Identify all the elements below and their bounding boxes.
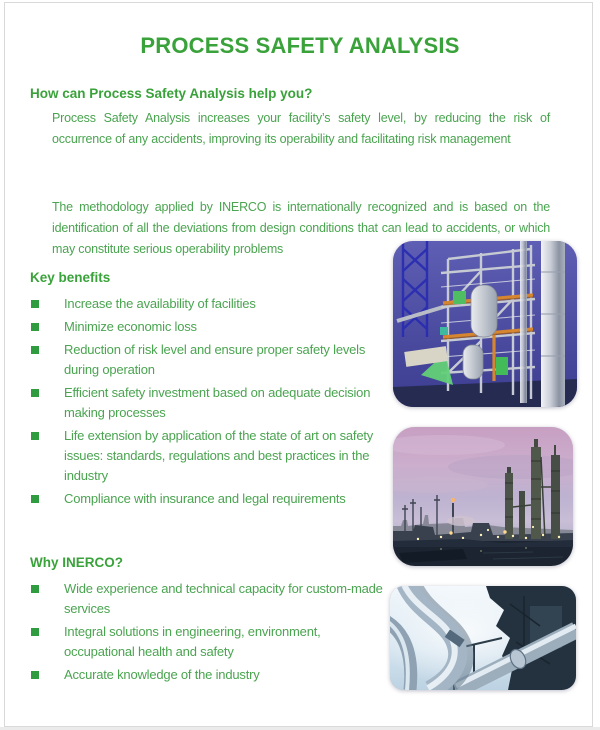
list-item	[30, 579, 390, 619]
key-benefits-list	[30, 294, 390, 512]
list-item	[30, 383, 390, 423]
bullet-text: Minimize economic loss	[64, 319, 197, 334]
bullet-text: Wide experience and technical capacity for custom-made services	[64, 581, 383, 616]
bullet-text: Life extension by application of the state of art on safety issues: standards, regulations and best practices in the industry	[64, 428, 374, 483]
bullet-square-icon	[31, 432, 39, 440]
bullet-square-icon	[31, 389, 39, 397]
bullet-square-icon	[31, 628, 39, 636]
page-title: PROCESS SAFETY ANALYSIS	[140, 33, 460, 58]
why-inerco-list	[30, 579, 390, 688]
bullet-square-icon	[31, 300, 39, 308]
bullet-text: Accurate knowledge of the industry	[64, 667, 260, 682]
bullet-square-icon	[31, 495, 39, 503]
list-item	[30, 489, 390, 509]
heading-key-benefits: Key benefits	[30, 270, 111, 285]
list-item	[30, 317, 390, 337]
bullet-text: Increase the availability of facilities	[64, 296, 256, 311]
list-item	[30, 665, 390, 685]
list-item	[30, 622, 390, 662]
pipes-closeup-image	[390, 586, 576, 690]
refinery-dusk-image	[393, 427, 573, 566]
bullet-text: Reduction of risk level and ensure proper safety levels during operation	[64, 342, 366, 377]
bullet-text: Efficient safety investment based on adequate decision making processes	[64, 385, 371, 420]
list-item	[30, 294, 390, 314]
paragraph-help-2: The methodology applied by INERCO is internationally recognized and is based on the identification of all the deviations from design conditions that can lead to accidents, or which may constitute serious operability problems	[52, 200, 550, 256]
bullet-square-icon	[31, 323, 39, 331]
list-item	[30, 426, 390, 486]
list-item	[30, 340, 390, 380]
bullet-square-icon	[31, 346, 39, 354]
paragraph-help-1: Process Safety Analysis increases your facility’s safety level, by reducing the risk of occurrence of any accidents, improving its operability and facilitating risk management	[52, 111, 550, 146]
heading-help: How can Process Safety Analysis help you?	[30, 86, 313, 101]
plant-3d-model-image	[393, 241, 577, 407]
bullet-text: Compliance with insurance and legal requirements	[64, 491, 346, 506]
bullet-text: Integral solutions in engineering, environment, occupational health and safety	[64, 624, 321, 659]
heading-why-inerco: Why INERCO?	[30, 555, 123, 570]
bullet-square-icon	[31, 671, 39, 679]
bullet-square-icon	[31, 585, 39, 593]
